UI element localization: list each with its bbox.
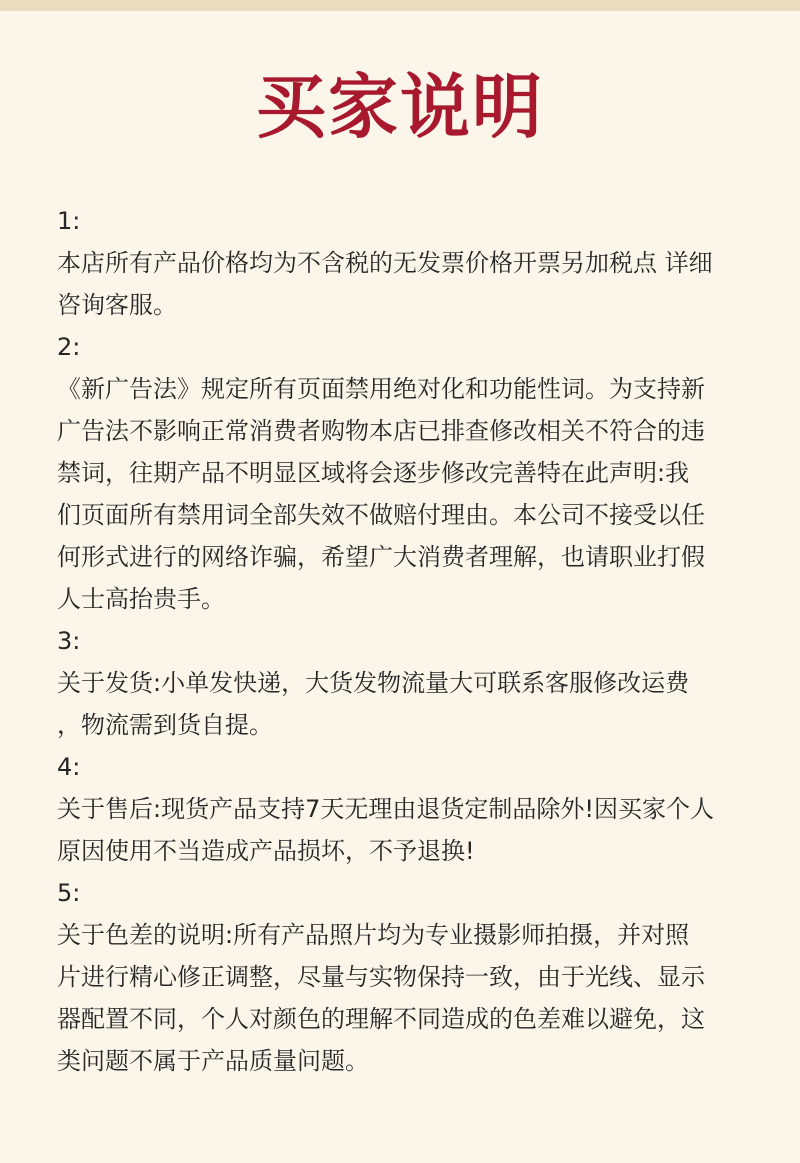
- section-2: [57, 326, 757, 620]
- section-line: 器配置不同，个人对颜色的理解不同造成的色差难以避免，这: [57, 1005, 705, 1033]
- section-line: 关于色差的说明:所有产品照片均为专业摄影师拍摄，并对照: [57, 921, 690, 949]
- section-5: [57, 872, 757, 1082]
- section-3: [57, 620, 757, 746]
- section-line: 本店所有产品价格均为不含税的无发票价格开票另加税点 详细: [57, 249, 713, 277]
- notice-body: [57, 200, 757, 1082]
- section-number: 4:: [57, 753, 81, 781]
- page-title: 买家说明: [256, 66, 544, 148]
- section-line: 广告法不影响正常消费者购物本店已排查修改相关不符合的违: [57, 417, 705, 445]
- section-4: [57, 746, 757, 872]
- section-line: 关于发货:小单发快递，大货发物流量大可联系客服修改运费: [57, 669, 690, 697]
- section-line: ，物流需到货自提。: [57, 711, 273, 739]
- section-line: 人士高抬贵手。: [57, 585, 225, 613]
- top-decorative-band: [0, 0, 800, 11]
- section-line: 《新广告法》规定所有页面禁用绝对化和功能性词。为支持新: [57, 375, 705, 403]
- section-line: 片进行精心修正调整，尽量与实物保持一致，由于光线、显示: [57, 963, 705, 991]
- section-line: 类问题不属于产品质量问题。: [57, 1047, 369, 1075]
- section-line: 咨询客服。: [57, 291, 177, 319]
- section-number: 3:: [57, 627, 81, 655]
- section-number: 5:: [57, 879, 81, 907]
- section-1: [57, 200, 757, 326]
- section-line: 原因使用不当造成产品损坏，不予退换!: [57, 837, 475, 865]
- section-number: 2:: [57, 333, 81, 361]
- section-line: 关于售后:现货产品支持7天无理由退货定制品除外!因买家个人: [57, 795, 714, 823]
- section-number: 1:: [57, 207, 81, 235]
- section-line: 何形式进行的网络诈骗，希望广大消费者理解，也请职业打假: [57, 543, 705, 571]
- section-line: 们页面所有禁用词全部失效不做赔付理由。本公司不接受以任: [57, 501, 705, 529]
- section-line: 禁词，往期产品不明显区域将会逐步修改完善特在此声明:我: [57, 459, 690, 487]
